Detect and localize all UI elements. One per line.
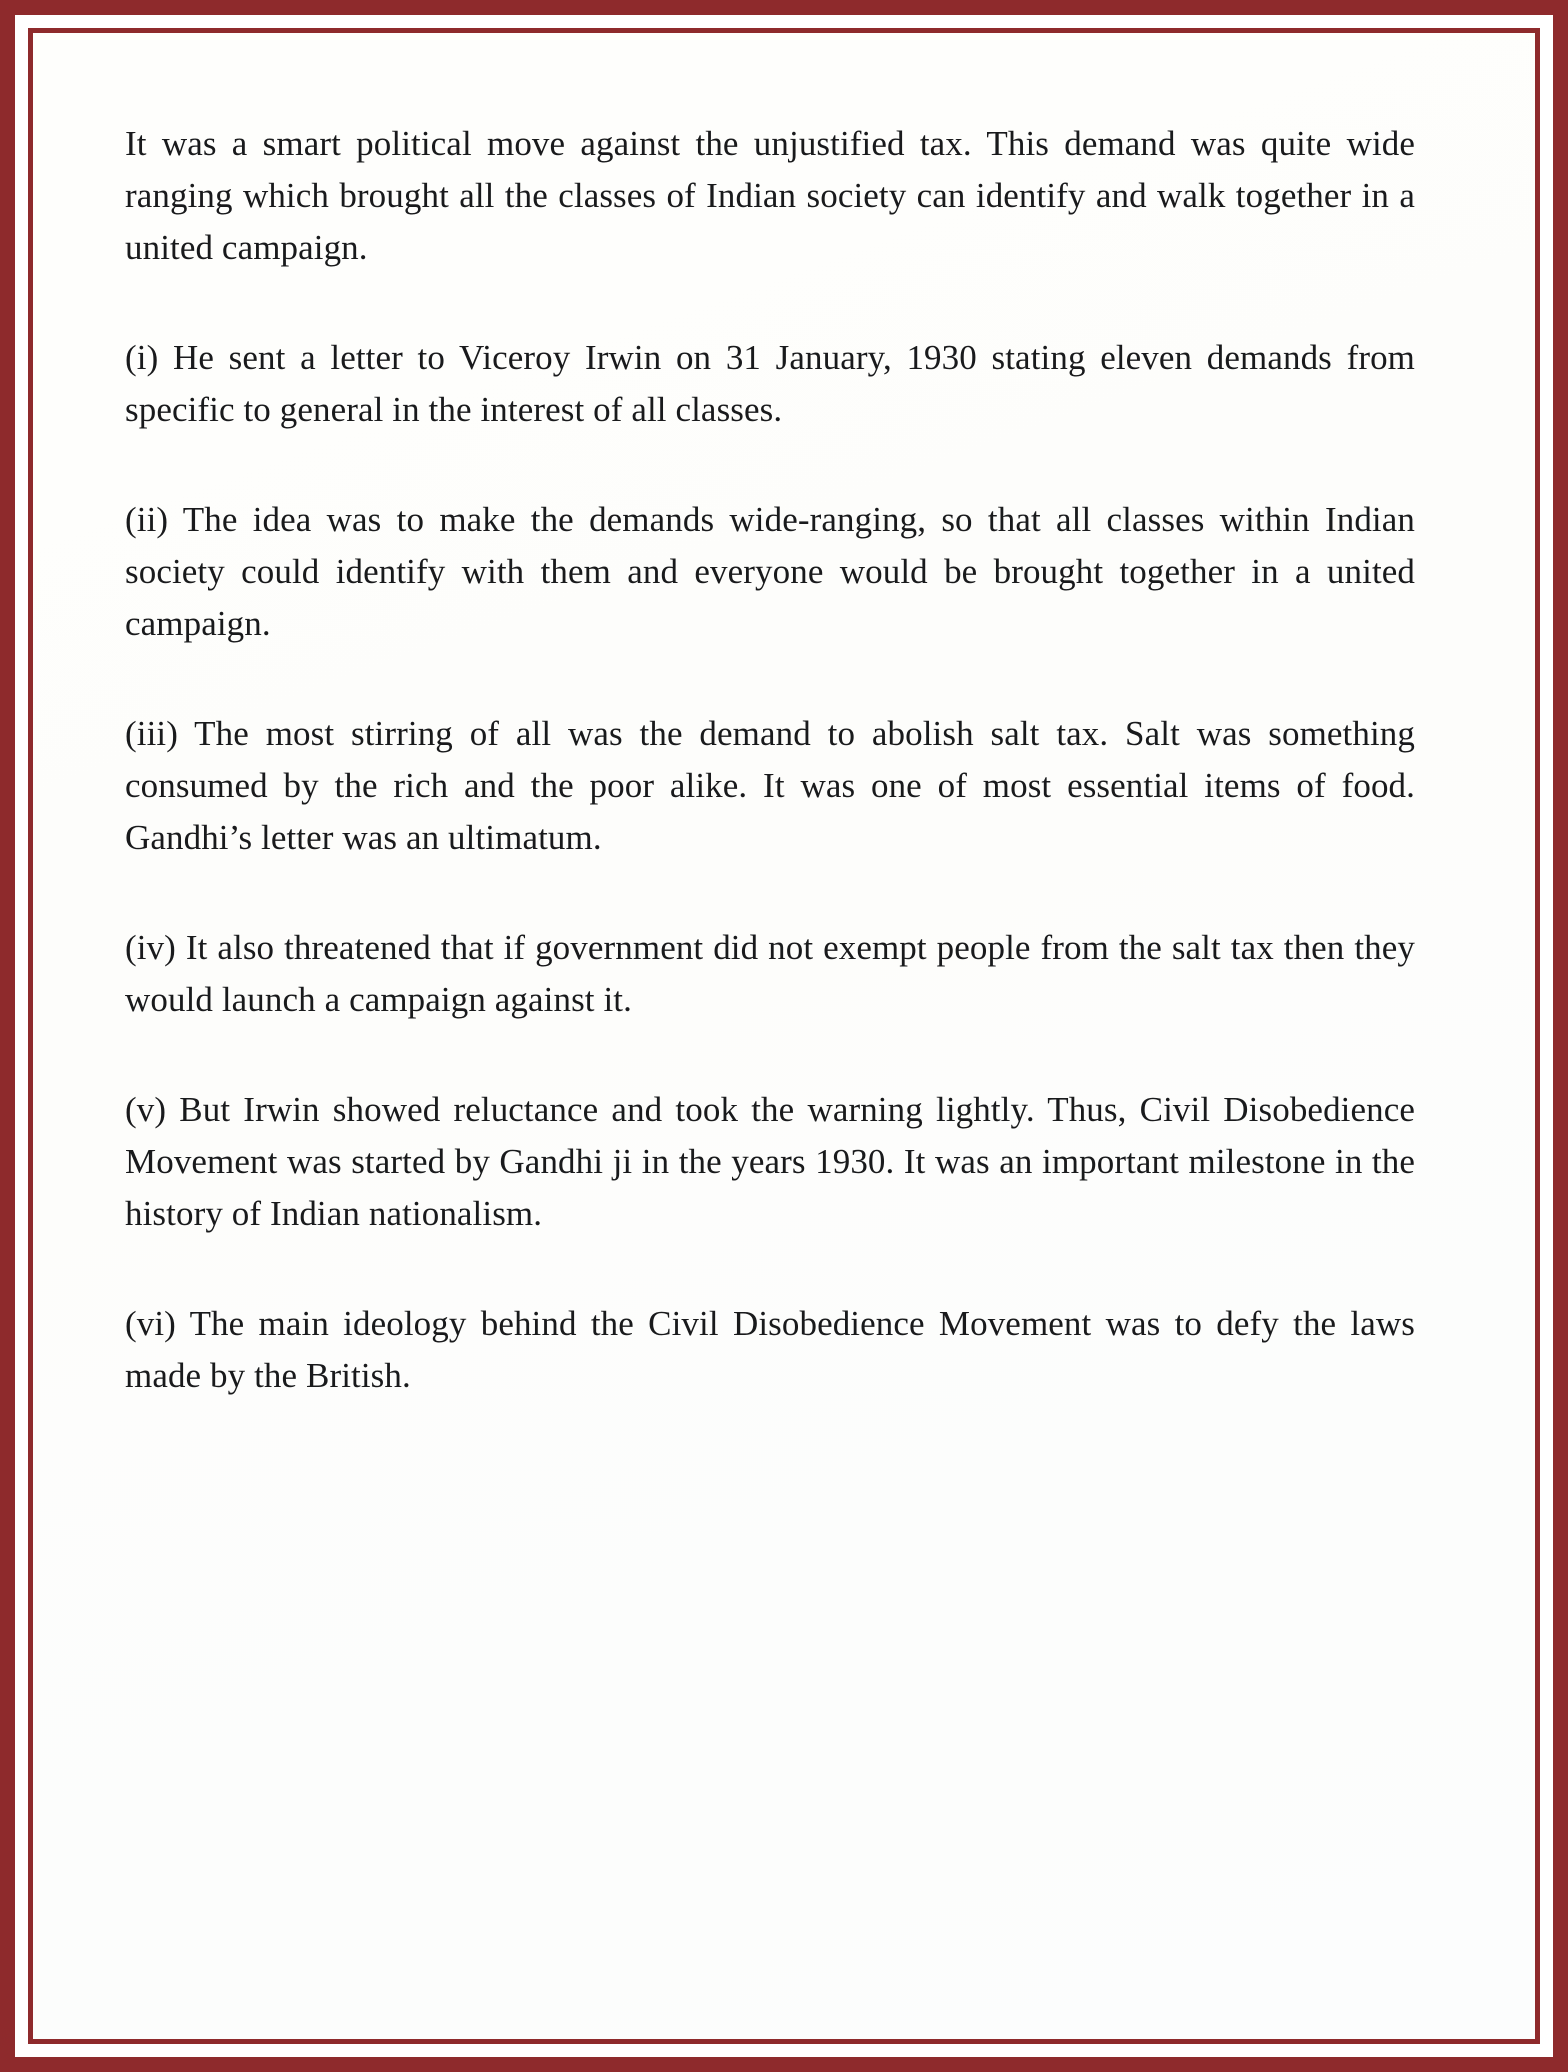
paragraph-point-iv: (iv) It also threatened that if government did not exempt people from the salt tax then they would launch a campaign against it. [125, 928, 1415, 1019]
paragraph-point-i: (i) He sent a letter to Viceroy Irwin on 31 January, 1930 stating eleven demands from specific to general in the interest of all classes. [125, 338, 1415, 429]
paragraph-point-vi: (vi) The main ideology behind the Civil Disobedience Movement was to defy the laws made by the British. [125, 1304, 1415, 1395]
paragraph-point-ii: (ii) The idea was to make the demands wide-ranging, so that all classes within Indian society could identify with them and everyone would be brought together in a united campaign. [125, 500, 1415, 643]
paragraph-point-v: (v) But Irwin showed reluctance and took the warning lightly. Thus, Civil Disobedience Movement was started by Gandhi ji in the years 1930. It was an important milestone in the history of Indian nationalism. [125, 1090, 1415, 1233]
paragraph-point-iii: (iii) The most stirring of all was the demand to abolish salt tax. Salt was something consumed by the rich and the poor alike. It was one of most essential items of food. Gandhi’s letter was an ultimatum. [125, 714, 1415, 857]
document-body [125, 118, 1415, 1402]
paragraph-intro: It was a smart political move against the unjustified tax. This demand was quite wide ranging which brought all the classes of Indian society can identify and walk together in a united campaign. [125, 124, 1415, 267]
